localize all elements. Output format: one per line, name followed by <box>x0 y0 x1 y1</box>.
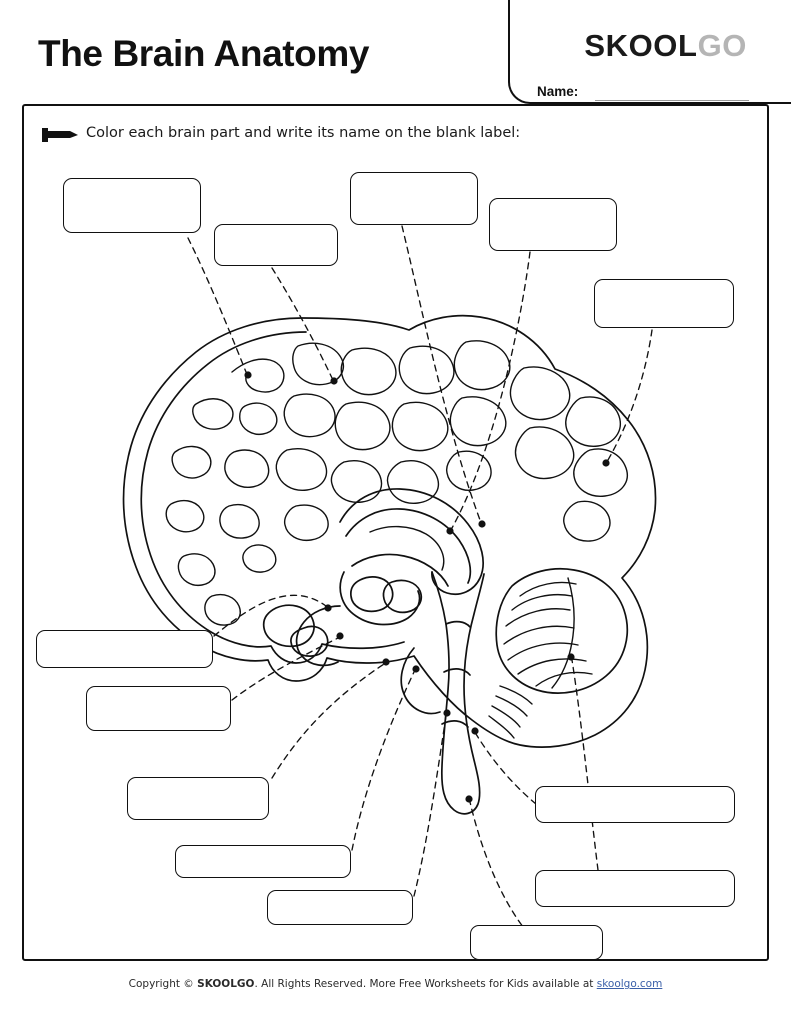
label-box-5[interactable] <box>594 279 734 328</box>
footer-brand: SKOOLGO <box>197 978 255 990</box>
name-field-row <box>537 84 749 106</box>
label-box-1[interactable] <box>63 178 201 233</box>
label-box-3[interactable] <box>350 172 478 225</box>
name-input[interactable] <box>595 100 749 101</box>
label-box-2[interactable] <box>214 224 338 266</box>
name-field-label: Name: <box>537 84 579 99</box>
brand-logo-part2: GO <box>697 28 747 63</box>
footer-link[interactable]: skoolgo.com <box>596 978 663 990</box>
footer-prefix: Copyright © <box>128 978 198 990</box>
footer <box>0 978 791 990</box>
footer-middle: . All Rights Reserved. More Free Worksheets for Kids available at <box>254 978 597 990</box>
brand-logo <box>584 28 747 64</box>
label-box-12[interactable] <box>535 786 735 823</box>
label-box-9[interactable] <box>175 845 351 878</box>
page-title: The Brain Anatomy <box>38 33 370 74</box>
label-box-13[interactable] <box>535 870 735 907</box>
instruction-text: Color each brain part and write its name on the blank label: <box>86 125 521 141</box>
flag-icon <box>40 126 80 144</box>
label-box-11[interactable] <box>470 925 603 960</box>
brand-logo-part1: SKOOL <box>584 28 698 63</box>
label-box-6[interactable] <box>36 630 213 668</box>
label-box-10[interactable] <box>267 890 413 925</box>
label-box-4[interactable] <box>489 198 617 251</box>
label-box-7[interactable] <box>86 686 231 731</box>
label-box-8[interactable] <box>127 777 269 820</box>
